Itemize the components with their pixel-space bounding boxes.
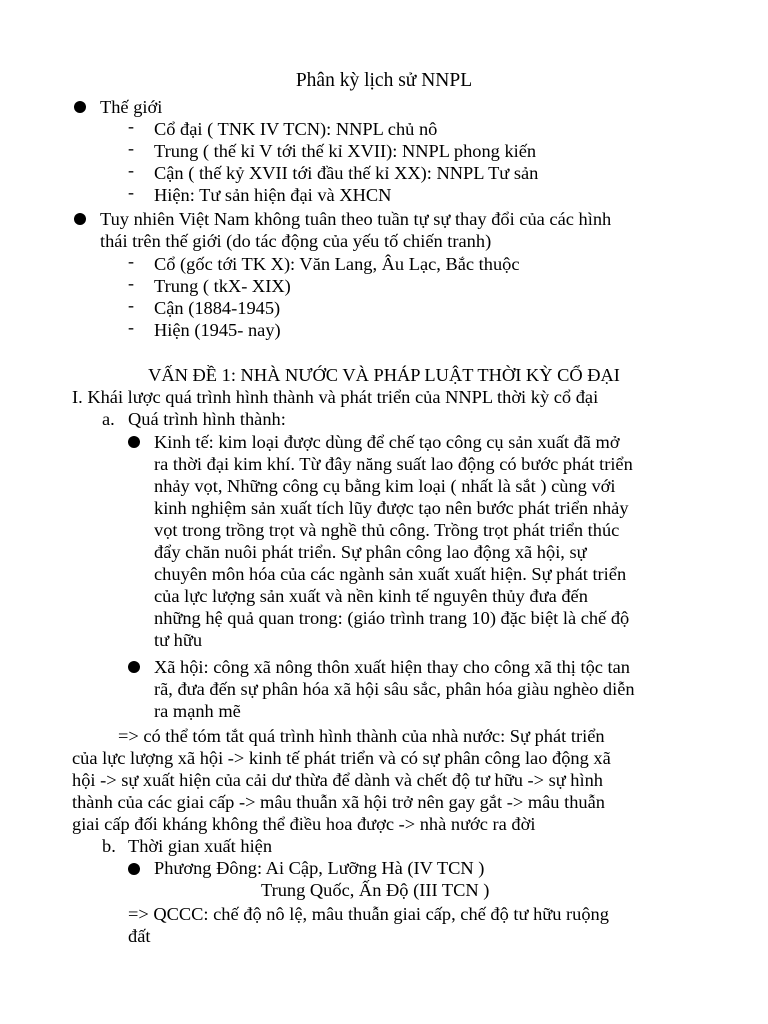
vietnam-heading-line: thái trên thế giới (do tác động của yếu tố chiến tranh) (100, 231, 492, 251)
page-title: Phân kỳ lịch sử NNPL (295, 70, 473, 91)
list-marker: b. (102, 836, 116, 856)
conclusion-line: đất (128, 926, 151, 946)
conclusion-line: => QCCC: chế độ nô lệ, mâu thuẫn giai cấp, chế độ tư hữu ruộng (128, 904, 609, 924)
dash-icon: - (128, 160, 134, 180)
subsection-label: Quá trình hình thành: (128, 409, 286, 429)
bullet-icon (128, 436, 140, 448)
text-line: rã, đưa đến sự phân hóa xã hội sâu sắc, phân hóa giàu nghèo diễn (154, 679, 635, 699)
text-line: Kinh tế: kim loại được dùng để chế tạo công cụ sản xuất đã mở (154, 432, 620, 452)
bullet-icon (74, 101, 86, 113)
dash-icon: - (128, 295, 134, 315)
text-line: đẩy chăn nuôi phát triển. Sự phân công lao động xã hội, sự (154, 542, 587, 562)
text-line: vọt trong trồng trọt và nghề thủ công. Trồng trọt phát triển thúc (154, 520, 620, 540)
dash-icon: - (128, 317, 134, 337)
society-paragraph (154, 656, 714, 722)
text-line: Xã hội: công xã nông thôn xuất hiện thay cho công xã thị tộc tan (154, 657, 631, 677)
world-heading: Thế giới (100, 97, 163, 117)
dash-icon: - (128, 251, 134, 271)
part-heading: I. Khái lược quá trình hình thành và phát triển của NNPL thời kỳ cổ đại (72, 387, 599, 407)
text-line: thành của các giai cấp -> mâu thuẫn xã hội trở nên gay gắt -> mâu thuẫn (72, 792, 605, 812)
bullet-icon (128, 863, 140, 875)
text-line: của lực lượng xã hội -> kinh tế phát triển và có sự phân công lao động xã (72, 748, 611, 768)
world-item: - Trung ( thế kỉ V tới thế kỉ XVII): NNPL phong kiến (128, 138, 537, 161)
vietnam-item: - Cổ (gốc tới TK X): Văn Lang, Âu Lạc, Bắc thuộc (128, 251, 520, 274)
economy-paragraph (154, 431, 714, 651)
section-title: VẤN ĐỀ 1: NHÀ NƯỚC VÀ PHÁP LUẬT THỜI KỲ CỔ ĐẠI (148, 365, 620, 385)
text-line: hội -> sự xuất hiện của cải dư thừa để dành và chết độ tư hữu -> sự hình (72, 770, 603, 790)
text-line: => có thể tóm tắt quá trình hình thành của nhà nước: Sự phát triển (118, 726, 605, 746)
text-line: những hệ quả quan trong: (giáo trình trang 10) đặc biệt là chế độ (154, 608, 630, 628)
dash-icon: - (128, 273, 134, 293)
text-line: kinh nghiệm sản xuất tích lũy được tạo nên bước phát triển nhảy (154, 498, 629, 518)
text-line: ra thời đại kim khí. Từ đây năng suất lao động có bước phát triển (154, 454, 633, 474)
list-marker: a. (102, 409, 115, 429)
world-item: - Cổ đại ( TNK IV TCN): NNPL chủ nô (128, 116, 438, 139)
east-line: Trung Quốc, Ấn Độ (III TCN ) (261, 880, 490, 900)
text-line: chuyên môn hóa của các ngành sản xuất xuất hiện. Sự phát triển (154, 564, 627, 584)
bullet-icon (74, 213, 86, 225)
dash-icon: - (128, 182, 134, 202)
east-line: Phương Đông: Ai Cập, Lưỡng Hà (IV TCN ) (154, 858, 485, 878)
text-line: giai cấp đối kháng không thể điều hoa được -> nhà nước ra đời (72, 814, 536, 834)
text-line: tư hữu (154, 630, 203, 650)
vietnam-heading-line: Tuy nhiên Việt Nam không tuân theo tuần tự sự thay đổi của các hình (100, 209, 612, 229)
dash-icon: - (128, 116, 134, 136)
dash-icon: - (128, 138, 134, 158)
summary-paragraph (72, 725, 712, 835)
subsection-label: Thời gian xuất hiện (128, 836, 273, 856)
world-item: - Hiện: Tư sản hiện đại và XHCN (128, 182, 392, 205)
vietnam-item: - Trung ( tkX- XIX) (128, 273, 291, 296)
vietnam-item: - Cận (1884-1945) (128, 295, 281, 318)
text-line: ra mạnh mẽ (154, 701, 241, 721)
text-line: của lực lượng sản xuất và nền kinh tế nguyên thủy đưa đến (154, 586, 588, 606)
world-item: - Cận ( thế kỷ XVII tới đầu thế kỉ XX): NNPL Tư sản (128, 160, 539, 183)
vietnam-item: - Hiện (1945- nay) (128, 317, 281, 340)
text-line: nhảy vọt, Những công cụ bằng kim loại ( nhất là sắt ) cùng với (154, 476, 616, 496)
bullet-icon (128, 661, 140, 673)
